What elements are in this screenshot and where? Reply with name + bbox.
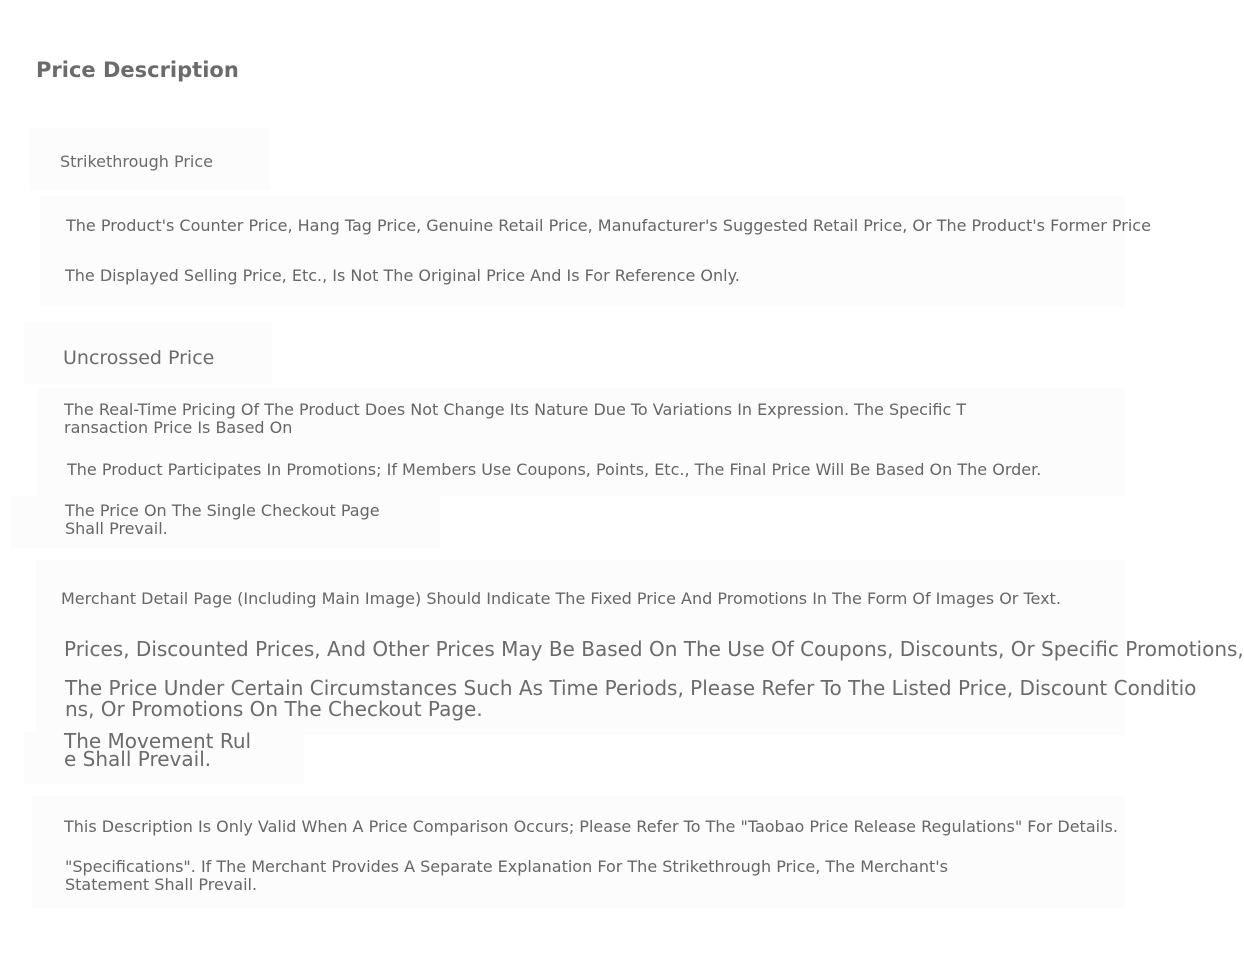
merchant-line-2: Prices, Discounted Prices, And Other Prices May Be Based On The Use Of Coupons, Discounts, Or Specific Promotions, bbox=[64, 637, 1244, 661]
footer-line-1: This Description Is Only Valid When A Price Comparison Occurs; Please Refer To The "Taobao Price Release Regulations" For Details. bbox=[64, 817, 1118, 836]
uncrossed-line-3: The Price On The Single Checkout Page Shall Prevail. bbox=[65, 501, 380, 538]
page-title: Price Description bbox=[36, 58, 239, 82]
uncrossed-line-1: The Real-Time Pricing Of The Product Does Not Change Its Nature Due To Variations In Expression. The Specific T ransaction Price Is Based On bbox=[64, 400, 967, 437]
merchant-line-1: Merchant Detail Page (Including Main Image) Should Indicate The Fixed Price And Promotions In The Form Of Images Or Text. bbox=[61, 589, 1061, 608]
uncrossed-heading: Uncrossed Price bbox=[63, 347, 215, 369]
uncrossed-line-2: The Product Participates In Promotions; If Members Use Coupons, Points, Etc., The Final Price Will Be Based On The Order. bbox=[67, 460, 1042, 479]
footer-line-2: "Specifications". If The Merchant Provides A Separate Explanation For The Strikethrough Price, The Merchant's Statement Shall Prevail. bbox=[65, 857, 948, 894]
strikethrough-line-2: The Displayed Selling Price, Etc., Is Not The Original Price And Is For Reference Only. bbox=[65, 266, 740, 285]
merchant-line-3: The Price Under Certain Circumstances Such As Time Periods, Please Refer To The Listed Price, Discount Conditio ns, Or Promotions On The Checkout Page. bbox=[65, 676, 1197, 721]
merchant-line-4: The Movement Rul e Shall Prevail. bbox=[64, 729, 252, 771]
strikethrough-text-panel bbox=[40, 196, 1125, 306]
strikethrough-line-1: The Product's Counter Price, Hang Tag Price, Genuine Retail Price, Manufacturer's Suggested Retail Price, Or The Product's Former Price bbox=[66, 216, 1151, 235]
strikethrough-heading: Strikethrough Price bbox=[60, 152, 213, 171]
